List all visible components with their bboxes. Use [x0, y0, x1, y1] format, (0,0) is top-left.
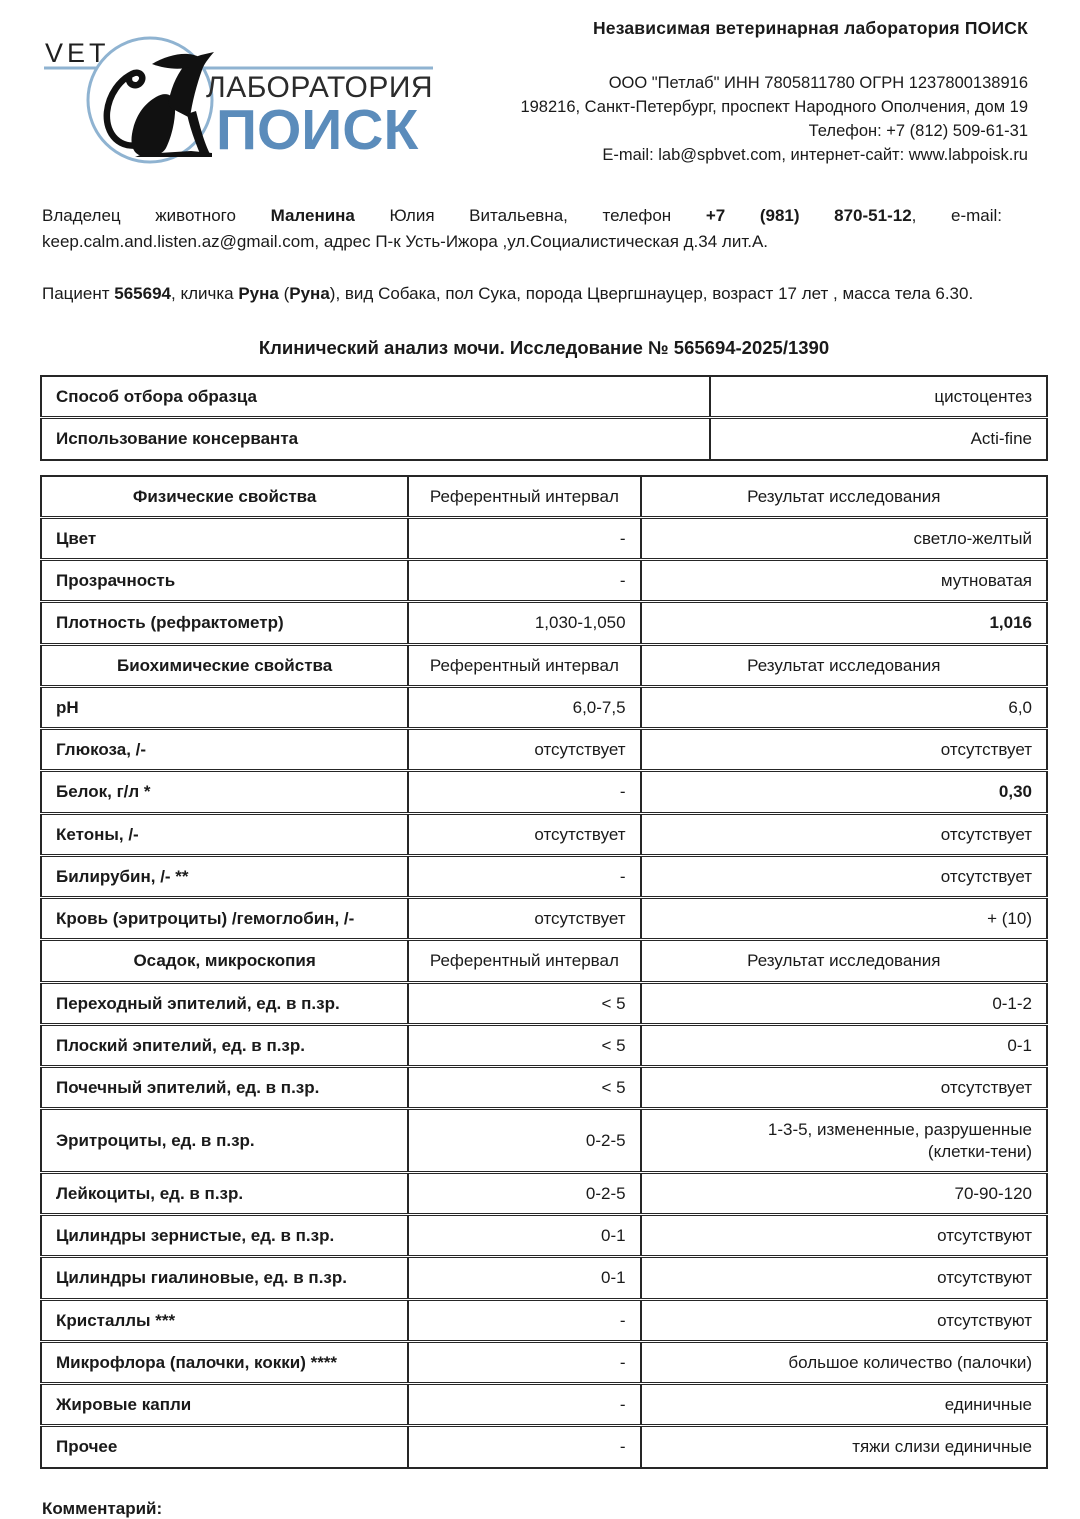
reference-header-cell: Референтный интервал: [408, 476, 640, 518]
table-row: [41, 476, 1047, 518]
table-row: [41, 1024, 1047, 1066]
reference-cell: 0-2-5: [408, 1109, 640, 1173]
result-cell: 1,016: [641, 602, 1047, 644]
comment-label: Комментарий:: [42, 1498, 163, 1518]
parameter-name-cell: Прозрачность: [41, 560, 408, 602]
result-cell: мутноватая: [641, 560, 1047, 602]
reference-cell: < 5: [408, 982, 640, 1024]
parameter-name-cell: Переходный эпителий, ед. в п.зр.: [41, 982, 408, 1024]
table-row: [41, 686, 1047, 728]
table-row: [41, 813, 1047, 855]
owner-suffix: , e-mail: keep.calm.and.listen.az@gmail.com, адрес П-к Усть-Ижора ,ул.Социалистическая д.34 лит.А.: [42, 206, 1003, 251]
result-cell: отсутствует: [641, 1067, 1047, 1109]
result-cell: 6,0: [641, 686, 1047, 728]
urinalysis-results-table: [40, 475, 1048, 1469]
result-cell: 0-1-2: [641, 982, 1047, 1024]
parameter-name-cell: Кетоны, /-: [41, 813, 408, 855]
result-header-cell: Результат исследования: [641, 644, 1047, 686]
parameter-name-cell: Белок, г/л *: [41, 771, 408, 813]
reference-cell: отсутствует: [408, 898, 640, 940]
table-row: [41, 418, 1047, 460]
result-cell: большое количество (палочки): [641, 1341, 1047, 1383]
parameter-name-cell: Глюкоза, /-: [41, 729, 408, 771]
reference-cell: -: [408, 560, 640, 602]
table-row: [41, 1215, 1047, 1257]
result-cell: 0,30: [641, 771, 1047, 813]
sample-method-value: цистоцентез: [710, 376, 1047, 418]
parameter-name-cell: pH: [41, 686, 408, 728]
table-row: [41, 898, 1047, 940]
dog-silhouette-icon: [107, 52, 214, 157]
parameter-name-cell: Цилиндры зернистые, ед. в п.зр.: [41, 1215, 408, 1257]
parameter-name-cell: Цилиндры гиалиновые, ед. в п.зр.: [41, 1257, 408, 1299]
result-cell: отсутствуют: [641, 1299, 1047, 1341]
parameter-name-cell: Билирубин, /- **: [41, 855, 408, 897]
logo-vet-text: VET: [45, 38, 110, 68]
patient-nickname-alt: Руна: [289, 284, 330, 303]
reference-cell: -: [408, 1384, 640, 1426]
report-header: [40, 10, 1048, 187]
reference-cell: -: [408, 1426, 640, 1468]
patient-nickname: Руна: [238, 284, 279, 303]
result-cell: отсутствует: [641, 813, 1047, 855]
table-row: [41, 1257, 1047, 1299]
reference-cell: -: [408, 1299, 640, 1341]
reference-cell: 0-2-5: [408, 1172, 640, 1214]
table-row: [41, 1067, 1047, 1109]
section-name-cell: Биохимические свойства: [41, 644, 408, 686]
reference-cell: 0-1: [408, 1257, 640, 1299]
sample-method-label: Способ отбора образца: [41, 376, 710, 418]
table-row: [41, 1299, 1047, 1341]
reference-cell: < 5: [408, 1024, 640, 1066]
lab-logo: [40, 10, 490, 187]
parameter-name-cell: Цвет: [41, 517, 408, 559]
result-header-cell: Результат исследования: [641, 940, 1047, 982]
result-cell: 0-1: [641, 1024, 1047, 1066]
reference-cell: -: [408, 771, 640, 813]
patient-mid1: , кличка: [171, 284, 239, 303]
preservative-value: Acti-fine: [970, 429, 1032, 449]
parameter-name-cell: Кристаллы ***: [41, 1299, 408, 1341]
section-name-cell: Осадок, микроскопия: [41, 940, 408, 982]
table-row: [41, 1341, 1047, 1383]
parameter-name-cell: Жировые капли: [41, 1384, 408, 1426]
sample-info-table: [40, 375, 1048, 461]
org-phone: Телефон: +7 (812) 509-61-31: [808, 122, 1028, 140]
result-cell: 70-90-120: [641, 1172, 1047, 1214]
owner-mid: Юлия Витальевна, телефон: [354, 206, 706, 225]
parameter-name-cell: Почечный эпителий, ед. в п.зр.: [41, 1067, 408, 1109]
parameter-name-cell: Микрофлора (палочки, кокки) ****: [41, 1341, 408, 1383]
table-row: [41, 376, 1047, 418]
patient-info: [42, 281, 1002, 307]
parameter-name-cell: Прочее: [41, 1426, 408, 1468]
logo-word-laboratoriya: ЛАБОРАТОРИЯ: [206, 71, 434, 104]
table-row: [41, 771, 1047, 813]
reference-cell: -: [408, 1341, 640, 1383]
result-cell: светло-желтый: [641, 517, 1047, 559]
table-row: [41, 940, 1047, 982]
result-cell: единичные: [641, 1384, 1047, 1426]
results-table-body: [41, 476, 1047, 1468]
reference-header-cell: Референтный интервал: [408, 644, 640, 686]
table-row: [41, 1172, 1047, 1214]
lab-logo-graphic: [40, 10, 490, 182]
result-cell: отсутствует: [641, 855, 1047, 897]
result-cell: + (10): [641, 898, 1047, 940]
parameter-name-cell: Плоский эпителий, ед. в п.зр.: [41, 1024, 408, 1066]
reference-cell: -: [408, 855, 640, 897]
result-cell: отсутствуют: [641, 1257, 1047, 1299]
org-requisites: ООО "Петлаб" ИНН 7805811780 ОГРН 1237800138916: [608, 74, 1028, 92]
report-title: Клинический анализ мочи. Исследование № 565694-2025/1390: [258, 337, 830, 358]
table-row: [41, 1109, 1047, 1173]
table-row: [41, 1426, 1047, 1468]
parameter-name-cell: Плотность (рефрактометр): [41, 602, 408, 644]
owner-info: [42, 203, 1002, 255]
table-row: [41, 602, 1047, 644]
logo-word-poisk: ПОИСК: [216, 98, 419, 162]
reference-cell: 1,030-1,050: [408, 602, 640, 644]
result-cell: 1-3-5, измененные, разрушенные (клетки-тени): [641, 1109, 1047, 1173]
parameter-name-cell: Эритроциты, ед. в п.зр.: [41, 1109, 408, 1173]
reference-cell: отсутствует: [408, 813, 640, 855]
table-row: [41, 644, 1047, 686]
owner-surname: Маленина: [270, 206, 355, 225]
reference-cell: отсутствует: [408, 729, 640, 771]
reference-cell: 0-1: [408, 1215, 640, 1257]
table-row: [41, 982, 1047, 1024]
table-row: [41, 855, 1047, 897]
reference-header-cell: Референтный интервал: [408, 940, 640, 982]
result-header-cell: Результат исследования: [641, 476, 1047, 518]
table-row: [41, 517, 1047, 559]
reference-cell: 6,0-7,5: [408, 686, 640, 728]
result-cell: тяжи слизи единичные: [852, 1437, 1032, 1457]
parameter-name-cell: Кровь (эритроциты) /гемоглобин, /-: [41, 898, 408, 940]
patient-mid2: (: [278, 284, 290, 303]
org-address: 198216, Санкт-Петербург, проспект Народного Ополчения, дом 19: [520, 98, 1028, 116]
org-contact-block: [490, 10, 1048, 167]
reference-cell: -: [408, 517, 640, 559]
parameter-name-cell: Лейкоциты, ед. в п.зр.: [41, 1172, 408, 1214]
owner-prefix: Владелец животного: [42, 206, 271, 225]
org-email-site: E-mail: lab@spbvet.com, интернет-сайт: www.labpoisk.ru: [602, 146, 1028, 164]
org-title: Независимая ветеринарная лаборатория ПОИСК: [592, 18, 1028, 38]
table-row: [41, 560, 1047, 602]
reference-cell: < 5: [408, 1067, 640, 1109]
patient-id: 565694: [114, 284, 171, 303]
result-cell: отсутствует: [641, 729, 1047, 771]
result-cell: отсутствуют: [641, 1215, 1047, 1257]
owner-phone: +7 (981) 870-51-12: [705, 206, 912, 225]
section-name-cell: Физические свойства: [41, 476, 408, 518]
table-row: [41, 729, 1047, 771]
patient-prefix: Пациент: [42, 284, 115, 303]
patient-suffix: ), вид Собака, пол Сука, порода Цвергшнауцер, возраст 17 лет , масса тела 6.30.: [329, 284, 974, 303]
table-row: [41, 1384, 1047, 1426]
preservative-label: Использование консерванта: [41, 418, 710, 460]
